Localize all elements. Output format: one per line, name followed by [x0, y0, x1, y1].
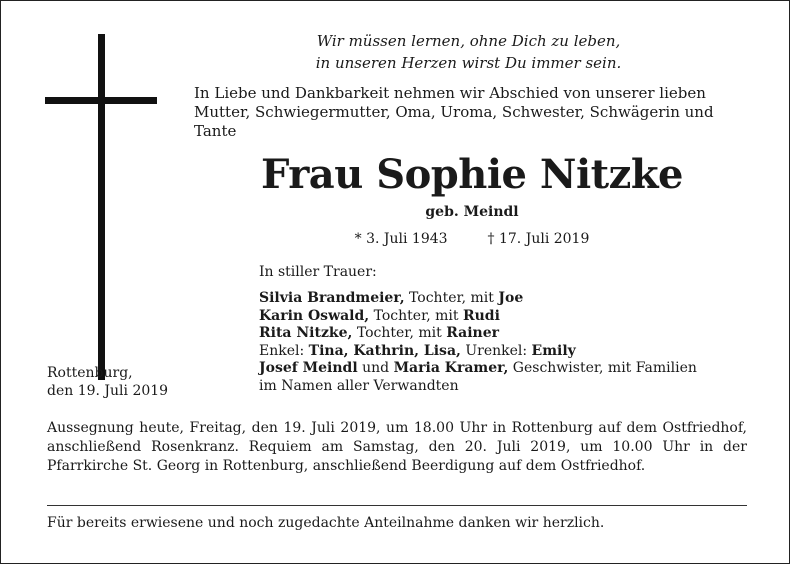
- death-date: † 17. Juli 2019: [487, 231, 590, 247]
- mourner-name: Josef Meindl: [259, 360, 358, 377]
- place-date: [47, 365, 168, 400]
- mourner-line: [259, 308, 697, 326]
- mourner-partner: Rudi: [462, 307, 500, 324]
- motto-verse: [251, 30, 686, 74]
- mourning-heading: In stiller Trauer:: [259, 264, 377, 280]
- mourner-partner: Rainer: [446, 325, 499, 342]
- cross-horizontal-bar: [45, 97, 157, 104]
- intro-text: In Liebe und Dankbarkeit nehmen wir Abschied von unserer lieben Mutter, Schwiegermutter, Oma, Uroma, Schwester, Schwägerin und Tante: [194, 84, 714, 140]
- life-dates: [194, 229, 750, 249]
- place-city: Rottenburg,: [47, 365, 133, 381]
- birth-date: * 3. Juli 1943: [354, 231, 448, 247]
- maiden-name: geb. Meindl: [425, 204, 519, 220]
- mourner-partner: Joe: [498, 290, 524, 306]
- mourner-line: [259, 325, 697, 343]
- divider: [47, 505, 747, 506]
- cross-vertical-bar: [98, 34, 105, 380]
- thanks-text: Für bereits erwiesene und noch zugedachte Anteilnahme danken wir herzlich.: [47, 515, 605, 531]
- mourner-line: [259, 343, 697, 361]
- deceased-name: Frau Sophie Nitzke: [261, 151, 683, 198]
- motto-line-1: Wir müssen lernen, ohne Dich zu leben,: [316, 32, 621, 50]
- mourner-line: [259, 378, 697, 396]
- mourner-line: [259, 290, 697, 308]
- mourner-relation: Tochter, mit: [404, 290, 499, 306]
- motto-line-2: in unseren Herzen wirst Du immer sein.: [315, 54, 622, 72]
- funeral-service-text: Aussegnung heute, Freitag, den 19. Juli 2019, um 18.00 Uhr in Rottenburg auf dem Ostfriedhof, anschließend Rosenkranz. Requiem am Samstag, den 20. Juli 2019, um 10.00 Uhr in der Pfarrkirche St. Georg in Rottenburg, anschließend Beerdigung auf dem Ostfriedhof.: [47, 420, 747, 474]
- mourner-name: Maria Kramer,: [393, 360, 509, 377]
- grandchildren-names: Tina, Kathrin, Lisa,: [308, 342, 461, 359]
- mourner-line: [259, 360, 697, 378]
- mourner-relation: Tochter, mit: [369, 307, 463, 324]
- great-grandchildren-label: Urenkel:: [460, 342, 532, 359]
- mourner-name: Rita Nitzke,: [259, 325, 353, 342]
- mourner-connector: und: [357, 360, 394, 377]
- mourner-relation: Geschwister, mit Familien: [508, 360, 697, 377]
- relatives-note: im Namen aller Verwandten: [259, 377, 459, 394]
- mourner-name: Karin Oswald,: [259, 307, 370, 324]
- great-grandchild-name: Emily: [531, 342, 576, 359]
- mourner-relation: Tochter, mit: [352, 325, 447, 342]
- mourners-list: [259, 290, 697, 396]
- mourner-name: Silvia Brandmeier,: [259, 290, 405, 306]
- place-date-text: den 19. Juli 2019: [47, 382, 169, 399]
- grandchildren-label: Enkel:: [259, 342, 309, 359]
